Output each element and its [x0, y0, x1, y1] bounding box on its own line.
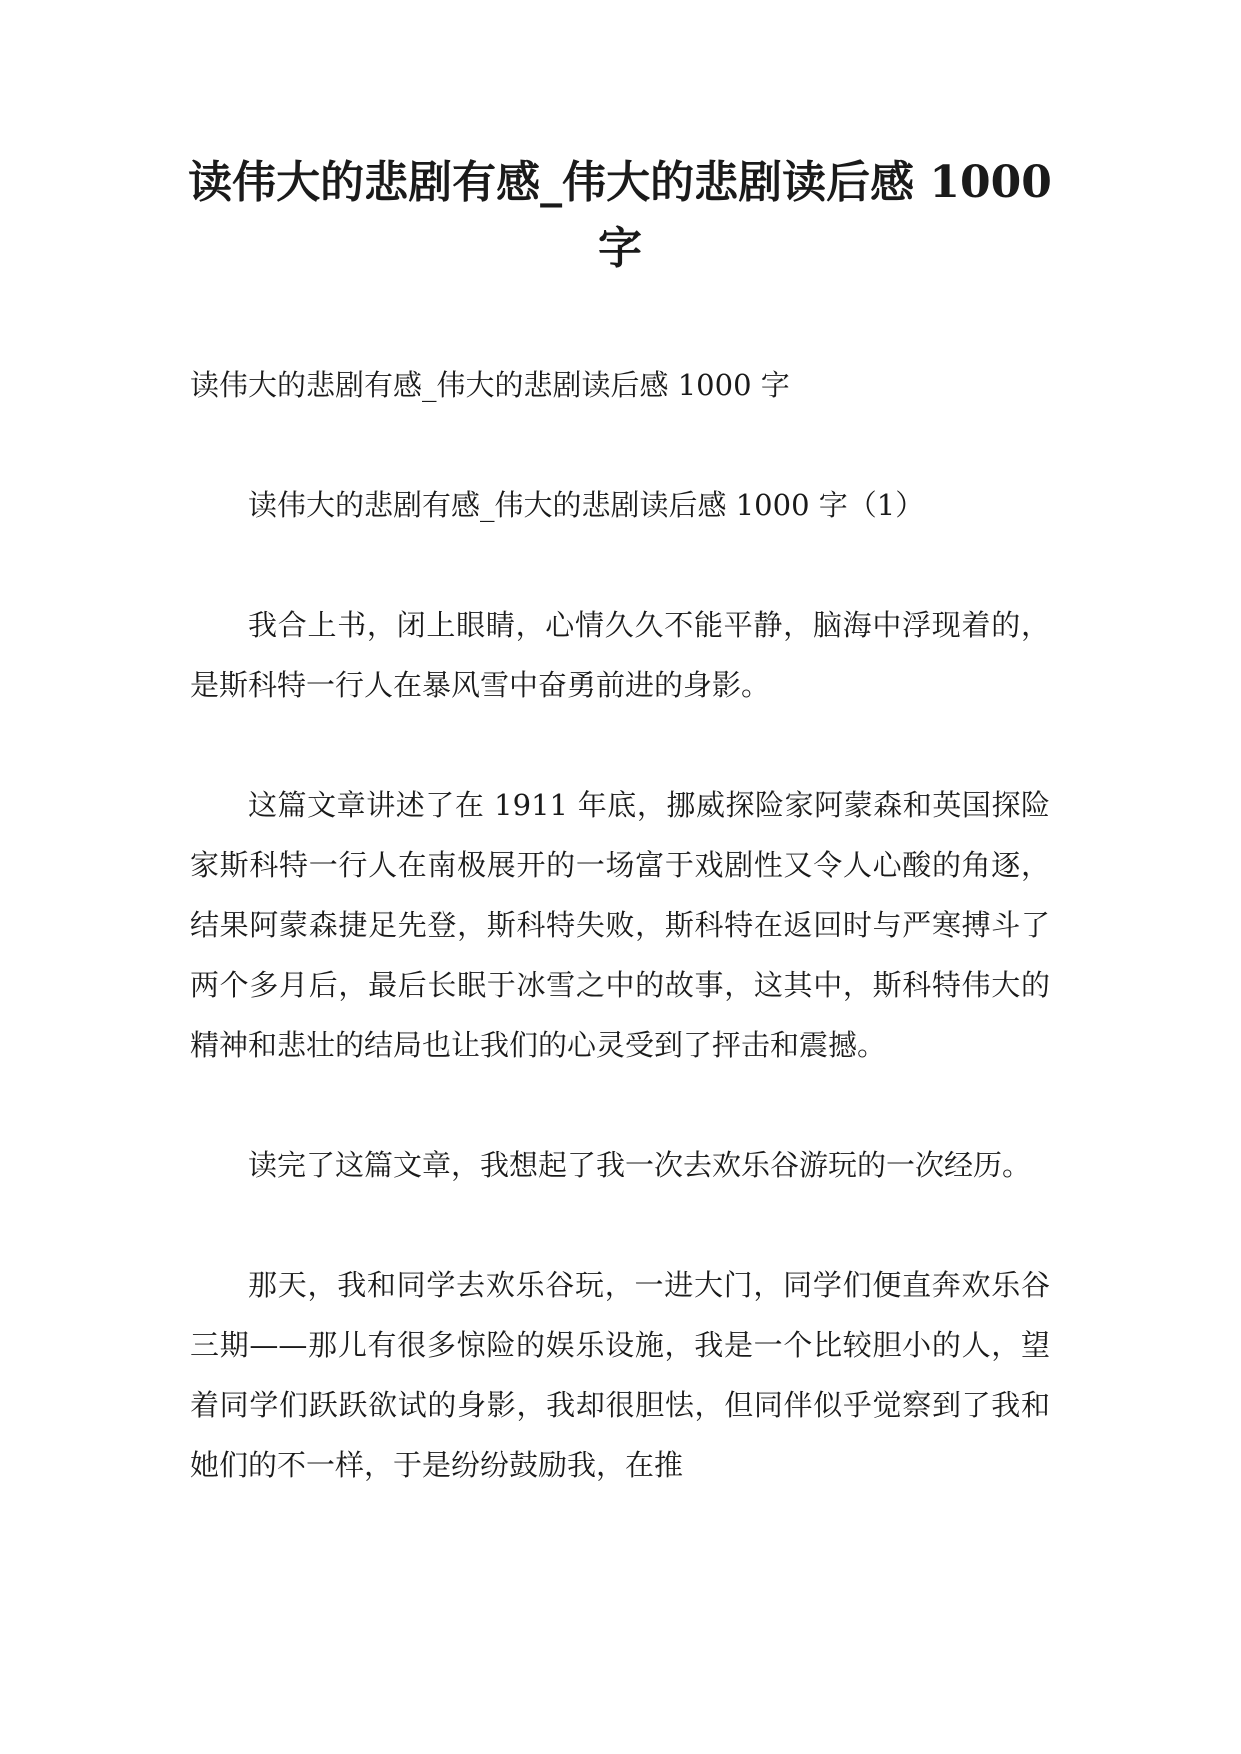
paragraph: 我合上书，闭上眼睛，心情久久不能平静，脑海中浮现着的，是斯科特一行人在暴风雪中奋勇前进的身影。: [190, 608, 1050, 702]
paragraph: 那天，我和同学去欢乐谷玩，一进大门，同学们便直奔欢乐谷三期——那儿有很多惊险的娱乐设施，我是一个比较胆小的人，望着同学们跃跃欲试的身影，我却很胆怯，但同伴似乎觉察到了我和她们的不一样，于是纷纷鼓励我，在推: [190, 1268, 1050, 1482]
paragraph: 读完了这篇文章，我想起了我一次去欢乐谷游玩的一次经历。: [248, 1148, 1032, 1182]
paragraph: 这篇文章讲述了在 1911 年底，挪威探险家阿蒙森和英国探险家斯科特一行人在南极展开的一场富于戏剧性又令人心酸的角逐，结果阿蒙森捷足先登，斯科特失败，斯科特在返回时与严寒搏斗了两个多月后，最后长眠于冰雪之中的故事，这其中，斯科特伟大的精神和悲壮的结局也让我们的心灵受到了抨击和震撼。: [190, 788, 1050, 1062]
paragraph-heading-repeat: 读伟大的悲剧有感_伟大的悲剧读后感 1000 字: [190, 368, 790, 402]
document-title: 读伟大的悲剧有感_伟大的悲剧读后感 1000 字: [188, 157, 1052, 274]
document-body: [190, 355, 1050, 1555]
paragraph-subtitle: 读伟大的悲剧有感_伟大的悲剧读后感 1000 字（1）: [248, 488, 925, 522]
